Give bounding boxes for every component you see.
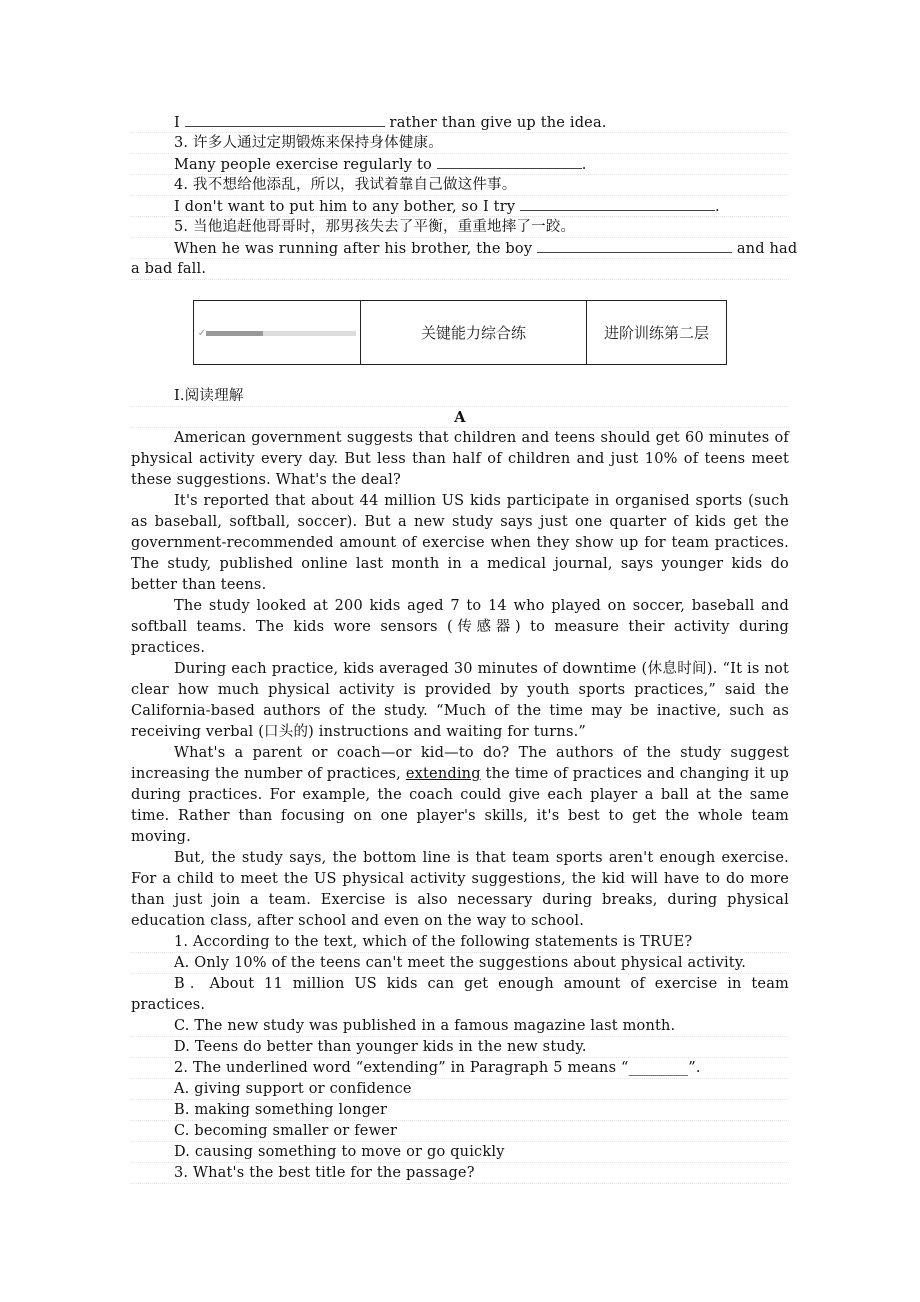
- progress-bar-icon: [206, 331, 356, 336]
- banner-level: 进阶训练第二层: [587, 301, 727, 365]
- question-2-stem: 2. The underlined word “extending” in Paragraph 5 means “________”.: [131, 1058, 789, 1079]
- banner-title: 关键能力综合练: [361, 301, 587, 365]
- question-2-option-c[interactable]: C. becoming smaller or fewer: [131, 1121, 789, 1142]
- paragraph-text: the time of practices and changing it up during practices. For example, the coach could give each player a ball at the same time. Rather than focusing on one player's skills, it's best to get the whole team moving.: [131, 766, 789, 845]
- question-1-option-c[interactable]: C. The new study was published in a famous magazine last month.: [131, 1016, 789, 1037]
- passage-label: A: [131, 407, 789, 428]
- exercise-line: [131, 196, 789, 217]
- section-banner: [193, 300, 727, 365]
- reading-section: [131, 386, 789, 1184]
- paragraph-text: What's a parent or coach—or kid—to do? The authors of the study suggest increasing the number of practices,: [131, 745, 789, 782]
- question-1-option-d[interactable]: D. Teens do better than younger kids in the new study.: [131, 1037, 789, 1058]
- answer-blank[interactable]: [185, 112, 385, 127]
- line-text: and had: [732, 241, 798, 257]
- paragraph-text: The study looked at 200 kids aged 7 to 14 who played on soccer, baseball and softball teams. The kids wore sensors (传感器) to measure their activity during practices.: [131, 598, 789, 656]
- question-3-stem: 3. What's the best title for the passage?: [131, 1163, 789, 1184]
- banner-icon-cell: [194, 301, 361, 365]
- exercise-line: [131, 154, 789, 175]
- option-text: B．About 11 million US kids can get enough amount of exercise in team practices.: [131, 976, 789, 1013]
- exercise-line: [131, 112, 789, 133]
- question-2-option-a[interactable]: A. giving support or confidence: [131, 1079, 789, 1100]
- check-progress-icon: ✓: [197, 327, 207, 339]
- translation-exercises: [131, 112, 798, 280]
- line-text: .: [715, 199, 720, 215]
- question-2-option-b[interactable]: B. making something longer: [131, 1100, 789, 1121]
- line-text: rather than give up the idea.: [384, 115, 607, 131]
- paragraph-2: [131, 491, 789, 596]
- question-1-option-a[interactable]: A. Only 10% of the teens can't meet the suggestions about physical activity.: [131, 953, 789, 974]
- paragraph-4: [131, 659, 789, 743]
- answer-blank[interactable]: [437, 154, 582, 169]
- underlined-word: extending: [405, 766, 481, 782]
- paragraph-3: [131, 596, 789, 659]
- paragraph-text: American government suggests that children and teens should get 60 minutes of physical activity every day. But less than half of children and just 10% of teens meet these suggestions. What's the deal?: [131, 430, 789, 488]
- question-1-option-b[interactable]: [131, 974, 789, 1016]
- paragraph-text: But, the study says, the bottom line is that team sports aren't enough exercise. For a child to meet the US physical activity suggestions, the kid will have to do more than just join a team. Exercise is also necessary during breaks, during physical education class, after school and even on the way to school.: [131, 850, 789, 929]
- question-2-option-d[interactable]: D. causing something to move or go quickly: [131, 1142, 789, 1163]
- question-1-stem: 1. According to the text, which of the following statements is TRUE?: [131, 932, 789, 953]
- paragraph-5: [131, 743, 789, 848]
- line-text: I: [174, 115, 185, 131]
- line-text: When he was running after his brother, the boy: [174, 241, 538, 257]
- line-text: Many people exercise regularly to: [174, 157, 437, 173]
- exercise-prompt-4: 4. 我不想给他添乱，所以，我试着靠自己做这件事。: [131, 175, 789, 196]
- exercise-line-continuation: a bad fall.: [131, 259, 789, 280]
- paragraph-text: It's reported that about 44 million US kids participate in organised sports (such as baseball, softball, soccer). But a new study says just one quarter of kids get the government-recommended amount of exercise when they show up for team practices. The study, published online last month in a medical journal, says younger kids do better than teens.: [131, 493, 789, 593]
- paragraph-1: [131, 428, 789, 491]
- exercise-line: [131, 238, 798, 259]
- answer-blank[interactable]: [520, 196, 715, 211]
- paragraph-6: [131, 848, 789, 932]
- exercise-prompt-5: 5. 当他追赶他哥哥时，那男孩失去了平衡，重重地摔了一跤。: [131, 217, 789, 238]
- line-text: I don't want to put him to any bother, so I try: [174, 199, 521, 215]
- section-title: Ⅰ.阅读理解: [131, 386, 789, 407]
- paragraph-text: During each practice, kids averaged 30 minutes of downtime (休息时间). “It is not clear how much physical activity is provided by youth sports practices,” said the California-based authors of the study. “Much of the time may be inactive, such as receiving verbal (口头的) instructions and waiting for turns.”: [131, 661, 789, 740]
- exercise-prompt-3: 3. 许多人通过定期锻炼来保持身体健康。: [131, 133, 789, 154]
- line-text: .: [581, 157, 587, 173]
- answer-blank[interactable]: [537, 238, 732, 253]
